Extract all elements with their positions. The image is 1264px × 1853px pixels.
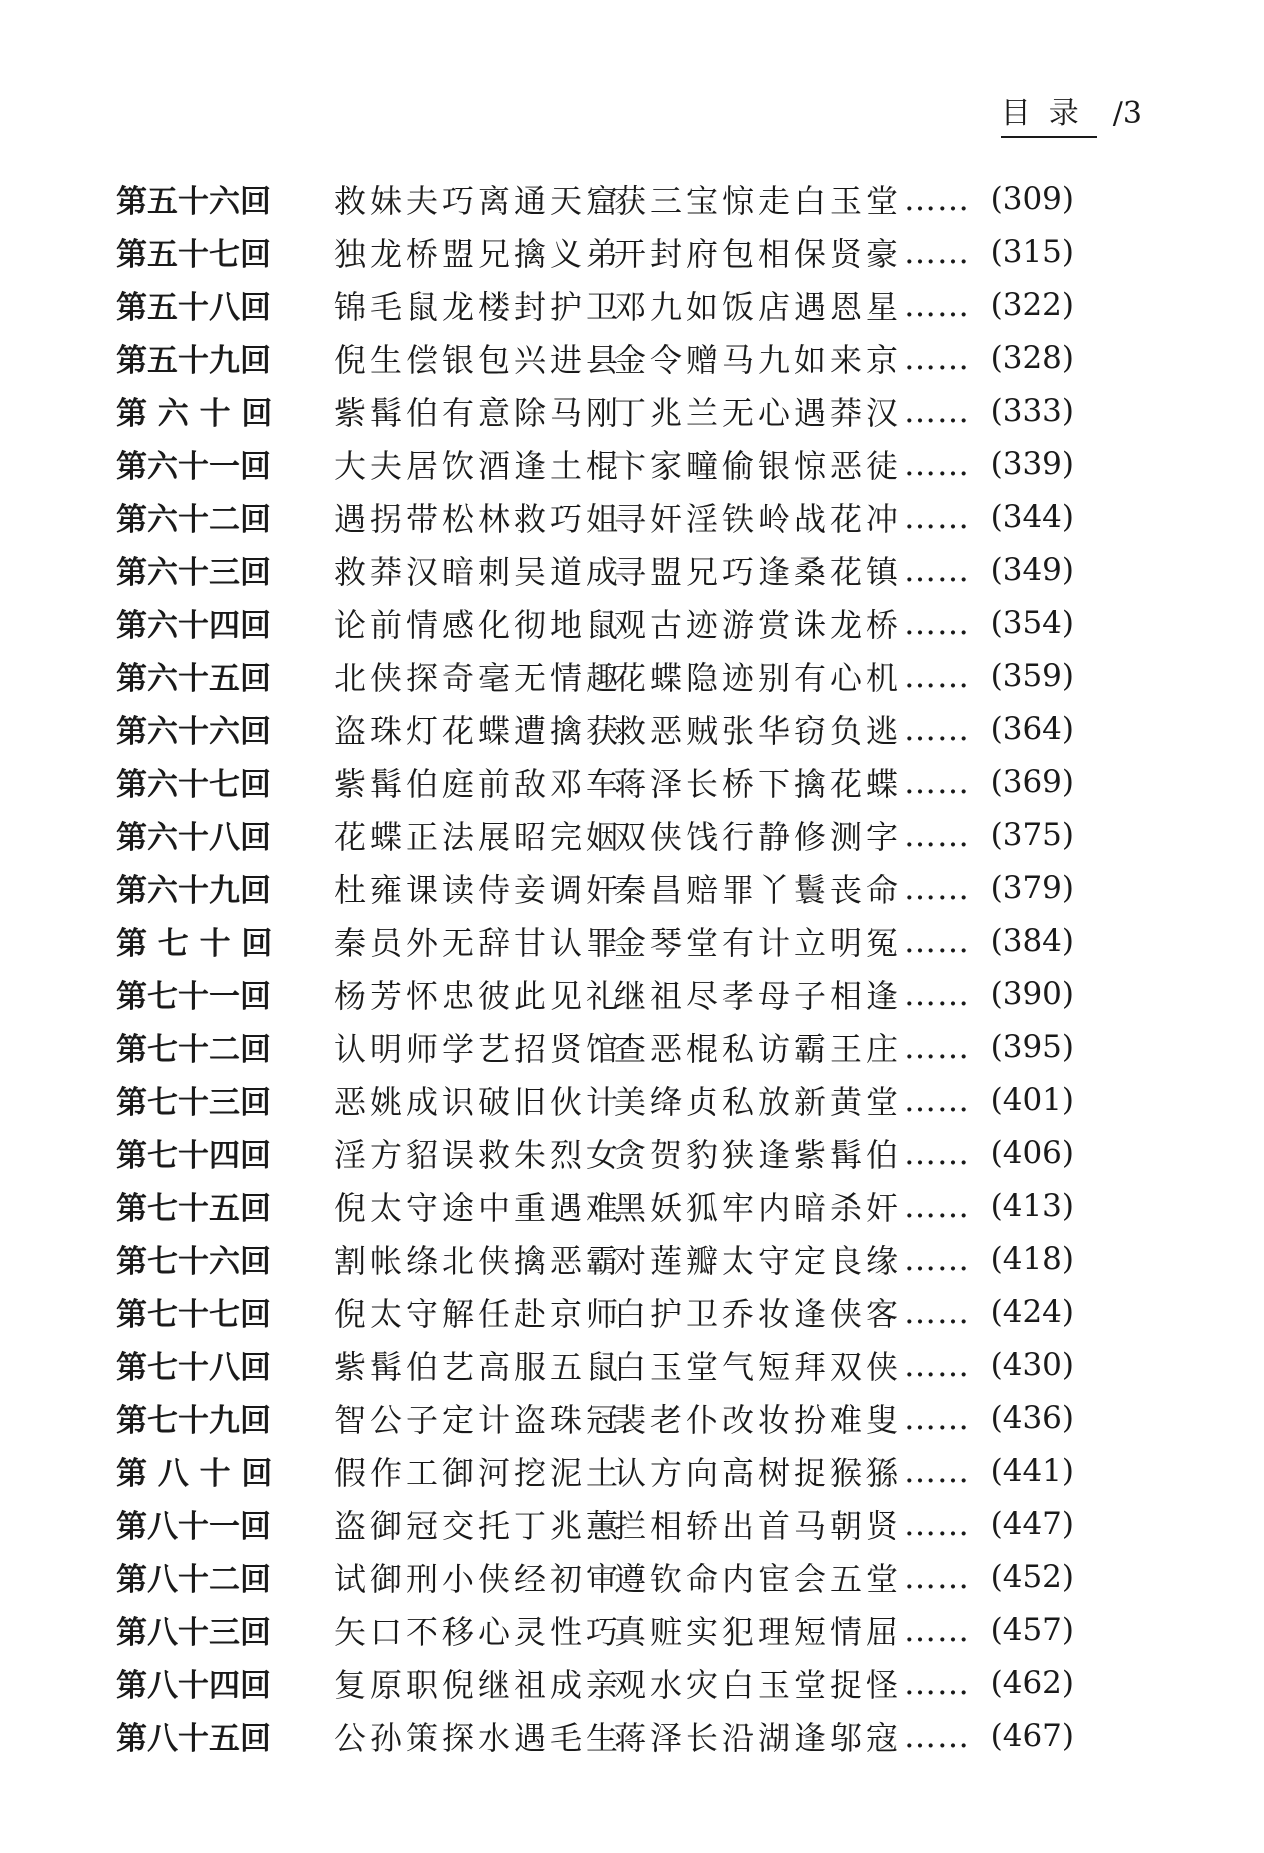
page-reference: (436) — [990, 1399, 1074, 1436]
title-first-line: 复原职倪继祖成亲 — [334, 1665, 623, 1704]
title-first-line: 盗御冠交托丁兆蕙 — [334, 1506, 623, 1545]
title-first-line: 论前情感化彻地鼠 — [334, 605, 623, 644]
page-reference: (418) — [990, 1240, 1074, 1277]
chapter-number: 第五十八回 — [116, 290, 271, 326]
title-second-line: 卞家疃偷银惊恶徒 — [614, 446, 903, 485]
title-first-line: 杜雍课读侍妾调奸 — [334, 870, 623, 909]
title-second-line: 贪贺豹狭逢紫髯伯 — [614, 1135, 903, 1174]
dot-leader: …… — [904, 1133, 970, 1172]
chapter-number: 第 六 十 回 — [116, 396, 273, 432]
toc-entry — [116, 225, 1146, 278]
page-reference: (354) — [990, 604, 1074, 641]
title-first-line: 倪太守解任赴京师 — [334, 1294, 623, 1333]
section-title: 目录 — [1001, 88, 1097, 138]
title-second-line: 遵钦命内宦会五堂 — [614, 1559, 903, 1598]
page-reference: (462) — [990, 1664, 1074, 1701]
header-slash: / — [1112, 96, 1123, 131]
chapter-number: 第八十三回 — [116, 1615, 271, 1651]
page-reference: (309) — [990, 180, 1074, 217]
title-second-line: 真赃实犯理短情屈 — [614, 1612, 903, 1651]
chapter-number: 第七十一回 — [116, 979, 271, 1015]
table-of-contents — [116, 172, 1146, 1762]
dot-leader: …… — [904, 1663, 970, 1702]
chapter-number: 第七十九回 — [116, 1403, 271, 1439]
toc-entry — [116, 437, 1146, 490]
toc-entry — [116, 1179, 1146, 1232]
toc-entry — [116, 1232, 1146, 1285]
title-first-line: 北侠探奇毫无情趣 — [334, 658, 623, 697]
title-first-line: 公孙策探水遇毛生 — [334, 1718, 623, 1757]
toc-entry — [116, 278, 1146, 331]
page-reference: (328) — [990, 339, 1074, 376]
chapter-number: 第八十五回 — [116, 1721, 271, 1757]
title-second-line: 寻盟兄巧逢桑花镇 — [614, 552, 903, 591]
dot-leader: …… — [904, 921, 970, 960]
dot-leader: …… — [904, 815, 970, 854]
title-second-line: 寻奸淫铁岭战花冲 — [614, 499, 903, 538]
title-second-line: 白护卫乔妆逢侠客 — [614, 1294, 903, 1333]
page-reference: (467) — [990, 1717, 1074, 1754]
title-second-line: 金令赠马九如来京 — [614, 340, 903, 379]
title-second-line: 拦相轿出首马朝贤 — [614, 1506, 903, 1545]
title-first-line: 盗珠灯花蝶遭擒获 — [334, 711, 623, 750]
toc-entry — [116, 914, 1146, 967]
title-first-line: 救莽汉暗刺吴道成 — [334, 552, 623, 591]
running-header — [1001, 88, 1142, 138]
title-first-line: 割帐绦北侠擒恶霸 — [334, 1241, 623, 1280]
title-second-line: 双侠饯行静修测字 — [614, 817, 903, 856]
title-first-line: 矢口不移心灵性巧 — [334, 1612, 623, 1651]
dot-leader: …… — [904, 232, 970, 271]
dot-leader: …… — [904, 1186, 970, 1225]
chapter-number: 第五十六回 — [116, 184, 271, 220]
dot-leader: …… — [904, 444, 970, 483]
title-first-line: 紫髯伯庭前敌邓车 — [334, 764, 623, 803]
title-first-line: 大夫居饮酒逢土棍 — [334, 446, 623, 485]
title-second-line: 蒋泽长桥下擒花蝶 — [614, 764, 903, 803]
chapter-number: 第七十七回 — [116, 1297, 271, 1333]
title-second-line: 对莲瓣太守定良缘 — [614, 1241, 903, 1280]
dot-leader: …… — [904, 1610, 970, 1649]
dot-leader: …… — [904, 285, 970, 324]
title-second-line: 观古迹游赏诛龙桥 — [614, 605, 903, 644]
dot-leader: …… — [904, 338, 970, 377]
page-reference: (413) — [990, 1187, 1074, 1224]
page-reference: (344) — [990, 498, 1074, 535]
toc-entry — [116, 331, 1146, 384]
title-second-line: 金琴堂有计立明冤 — [614, 923, 903, 962]
toc-entry — [116, 808, 1146, 861]
title-second-line: 救恶贼张华窃负逃 — [614, 711, 903, 750]
page-number: 3 — [1122, 96, 1142, 131]
chapter-number: 第六十五回 — [116, 661, 271, 697]
chapter-number: 第七十二回 — [116, 1032, 271, 1068]
toc-entry — [116, 172, 1146, 225]
page-reference: (359) — [990, 657, 1074, 694]
title-first-line: 智公子定计盗珠冠 — [334, 1400, 623, 1439]
dot-leader: …… — [904, 709, 970, 748]
chapter-number: 第六十六回 — [116, 714, 271, 750]
title-first-line: 认明师学艺招贤馆 — [334, 1029, 623, 1068]
page-reference: (430) — [990, 1346, 1074, 1383]
title-first-line: 淫方貂误救朱烈女 — [334, 1135, 623, 1174]
title-first-line: 紫髯伯艺高服五鼠 — [334, 1347, 623, 1386]
page-reference: (333) — [990, 392, 1074, 429]
title-second-line: 裴老仆改妆扮难叟 — [614, 1400, 903, 1439]
title-first-line: 遇拐带松林救巧姐 — [334, 499, 623, 538]
chapter-number: 第五十七回 — [116, 237, 271, 273]
dot-leader: …… — [904, 391, 970, 430]
dot-leader: …… — [904, 656, 970, 695]
toc-entry — [116, 861, 1146, 914]
title-first-line: 倪生偿银包兴进县 — [334, 340, 623, 379]
title-first-line: 试御刑小侠经初审 — [334, 1559, 623, 1598]
chapter-number: 第六十一回 — [116, 449, 271, 485]
toc-entry — [116, 1709, 1146, 1762]
page-reference: (322) — [990, 286, 1074, 323]
dot-leader: …… — [904, 497, 970, 536]
title-second-line: 继祖尽孝母子相逢 — [614, 976, 903, 1015]
title-first-line: 花蝶正法展昭完姻 — [334, 817, 623, 856]
title-first-line: 独龙桥盟兄擒义弟 — [334, 234, 623, 273]
toc-entry — [116, 1020, 1146, 1073]
chapter-number: 第七十三回 — [116, 1085, 271, 1121]
title-second-line: 获三宝惊走白玉堂 — [614, 181, 903, 220]
page-reference: (441) — [990, 1452, 1074, 1489]
chapter-number: 第六十二回 — [116, 502, 271, 538]
page-reference: (395) — [990, 1028, 1074, 1065]
toc-entry — [116, 1656, 1146, 1709]
chapter-number: 第八十一回 — [116, 1509, 271, 1545]
dot-leader: …… — [904, 550, 970, 589]
dot-leader: …… — [904, 1398, 970, 1437]
dot-leader: …… — [904, 974, 970, 1013]
chapter-number: 第七十六回 — [116, 1244, 271, 1280]
page-reference: (424) — [990, 1293, 1074, 1330]
chapter-number: 第六十七回 — [116, 767, 271, 803]
chapter-number: 第六十三回 — [116, 555, 271, 591]
title-first-line: 假作工御河挖泥土 — [334, 1453, 623, 1492]
page-reference: (364) — [990, 710, 1074, 747]
page-reference: (406) — [990, 1134, 1074, 1171]
title-second-line: 美绛贞私放新黄堂 — [614, 1082, 903, 1121]
title-first-line: 杨芳怀忠彼此见礼 — [334, 976, 623, 1015]
page-reference: (401) — [990, 1081, 1074, 1118]
page-reference: (349) — [990, 551, 1074, 588]
toc-entry — [116, 1550, 1146, 1603]
dot-leader: …… — [904, 1239, 970, 1278]
title-second-line: 花蝶隐迹别有心机 — [614, 658, 903, 697]
dot-leader: …… — [904, 762, 970, 801]
page-reference: (339) — [990, 445, 1074, 482]
dot-leader: …… — [904, 1504, 970, 1543]
toc-entry — [116, 543, 1146, 596]
page-reference: (457) — [990, 1611, 1074, 1648]
dot-leader: …… — [904, 179, 970, 218]
chapter-number: 第五十九回 — [116, 343, 271, 379]
page-reference: (390) — [990, 975, 1074, 1012]
toc-entry — [116, 702, 1146, 755]
title-second-line: 白玉堂气短拜双侠 — [614, 1347, 903, 1386]
toc-entry — [116, 755, 1146, 808]
toc-entry — [116, 490, 1146, 543]
chapter-number: 第六十四回 — [116, 608, 271, 644]
page-reference: (369) — [990, 763, 1074, 800]
chapter-number: 第六十九回 — [116, 873, 271, 909]
chapter-number: 第七十五回 — [116, 1191, 271, 1227]
chapter-number: 第七十四回 — [116, 1138, 271, 1174]
toc-entry — [116, 596, 1146, 649]
dot-leader: …… — [904, 1451, 970, 1490]
chapter-number: 第六十八回 — [116, 820, 271, 856]
toc-entry — [116, 1285, 1146, 1338]
title-second-line: 观水灾白玉堂捉怪 — [614, 1665, 903, 1704]
title-first-line: 恶姚成识破旧伙计 — [334, 1082, 623, 1121]
page-reference: (452) — [990, 1558, 1074, 1595]
page-reference: (315) — [990, 233, 1074, 270]
toc-entry — [116, 967, 1146, 1020]
title-second-line: 查恶棍私访霸王庄 — [614, 1029, 903, 1068]
dot-leader: …… — [904, 1716, 970, 1755]
toc-entry — [116, 1391, 1146, 1444]
chapter-number: 第七十八回 — [116, 1350, 271, 1386]
title-second-line: 认方向高树捉猴猻 — [614, 1453, 903, 1492]
dot-leader: …… — [904, 1080, 970, 1119]
page-reference: (379) — [990, 869, 1074, 906]
title-second-line: 邓九如饭店遇恩星 — [614, 287, 903, 326]
dot-leader: …… — [904, 1292, 970, 1331]
title-first-line: 倪太守途中重遇难 — [334, 1188, 623, 1227]
title-second-line: 开封府包相保贤豪 — [614, 234, 903, 273]
title-first-line: 秦员外无辞甘认罪 — [334, 923, 623, 962]
dot-leader: …… — [904, 1557, 970, 1596]
dot-leader: …… — [904, 603, 970, 642]
toc-entry — [116, 384, 1146, 437]
chapter-number: 第八十四回 — [116, 1668, 271, 1704]
toc-entry — [116, 1603, 1146, 1656]
title-second-line: 蒋泽长沿湖逢邬寇 — [614, 1718, 903, 1757]
toc-entry — [116, 1444, 1146, 1497]
toc-entry — [116, 1073, 1146, 1126]
page-reference: (384) — [990, 922, 1074, 959]
title-first-line: 锦毛鼠龙楼封护卫 — [334, 287, 623, 326]
chapter-number: 第 八 十 回 — [116, 1456, 273, 1492]
toc-entry — [116, 1126, 1146, 1179]
chapter-number: 第 七 十 回 — [116, 926, 273, 962]
toc-entry — [116, 649, 1146, 702]
page-reference: (447) — [990, 1505, 1074, 1542]
title-second-line: 秦昌赔罪丫鬟丧命 — [614, 870, 903, 909]
dot-leader: …… — [904, 1345, 970, 1384]
toc-entry — [116, 1338, 1146, 1391]
title-second-line: 黑妖狐牢内暗杀奸 — [614, 1188, 903, 1227]
dot-leader: …… — [904, 1027, 970, 1066]
dot-leader: …… — [904, 868, 970, 907]
chapter-number: 第八十二回 — [116, 1562, 271, 1598]
title-first-line: 紫髯伯有意除马刚 — [334, 393, 623, 432]
title-first-line: 救妹夫巧离通天窟 — [334, 181, 623, 220]
toc-entry — [116, 1497, 1146, 1550]
page-reference: (375) — [990, 816, 1074, 853]
title-second-line: 丁兆兰无心遇莽汉 — [614, 393, 903, 432]
